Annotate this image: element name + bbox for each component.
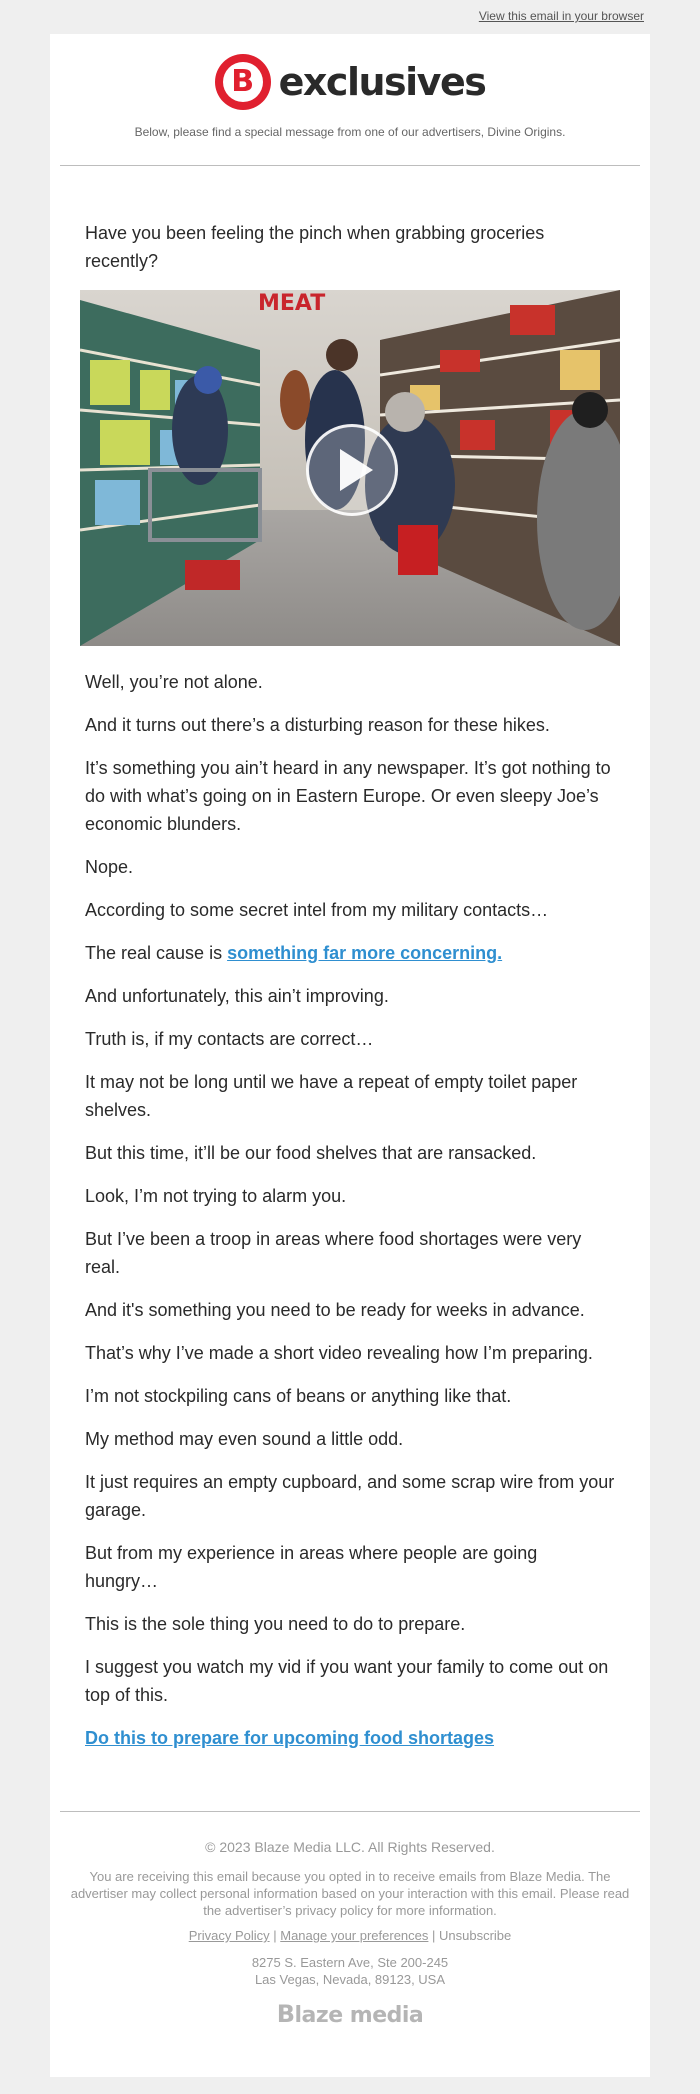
body-paragraph: Truth is, if my contacts are correct… xyxy=(85,1029,374,1049)
body-paragraph: Well, you’re not alone. xyxy=(85,672,263,692)
message-content xyxy=(85,219,615,1767)
real-cause-paragraph xyxy=(85,939,615,967)
cta-paragraph xyxy=(85,1724,615,1752)
body-paragraph: And it's something you need to be ready for weeks in advance. xyxy=(85,1300,585,1320)
play-icon xyxy=(340,449,373,491)
video-thumbnail[interactable] xyxy=(80,290,620,646)
body-paragraph: It may not be long until we have a repeat of empty toilet paper shelves. xyxy=(85,1072,578,1120)
body-paragraph: And it turns out there’s a disturbing reason for these hikes. xyxy=(85,715,550,735)
advertiser-intro: Below, please find a special message from one of our advertisers, Divine Origins. xyxy=(134,125,566,139)
unsubscribe-link[interactable]: Unsubscribe xyxy=(439,1928,512,1943)
footer-links xyxy=(50,1927,650,1944)
body-paragraph: According to some secret intel from my military contacts… xyxy=(85,900,549,920)
body-paragraph: My method may even sound a little odd. xyxy=(85,1429,404,1449)
body-paragraph: I suggest you watch my vid if you want your family to come out on top of this. xyxy=(85,1657,609,1705)
body-paragraph: But I’ve been a troop in areas where food shortages were very real. xyxy=(85,1229,582,1277)
blaze-media-logo[interactable] xyxy=(50,2000,650,2028)
body-paragraph: It just requires an empty cupboard, and some scrap wire from your garage. xyxy=(85,1472,615,1520)
manage-preferences-link[interactable]: Manage your preferences xyxy=(280,1928,429,1943)
body-paragraph: I’m not stockpiling cans of beans or anything like that. xyxy=(85,1386,512,1406)
footer-divider xyxy=(60,1811,640,1812)
opt-in-notice: You are receiving this email because you opted in to receive emails from Blaze Media. The advertiser may collect personal information based on your interaction with this email. Please read the advertiser’s privacy policy for more information. xyxy=(70,1869,630,1918)
link-separator: | xyxy=(269,1928,281,1943)
footer-logo-b: B xyxy=(276,2000,295,2028)
meat-sign: MEAT xyxy=(258,291,326,316)
play-button[interactable] xyxy=(306,424,398,516)
brand-logo[interactable] xyxy=(50,54,650,110)
body-paragraph: It’s something you ain’t heard in any newspaper. It’s got nothing to do with what’s going on in Eastern Europe. Or even sleepy Joe’s economic blunders. xyxy=(85,758,611,834)
body-paragraph: But this time, it’ll be our food shelves that are ransacked. xyxy=(85,1143,537,1163)
logo-glyph: B xyxy=(231,64,255,99)
footer xyxy=(50,1839,650,2028)
address-line-1: 8275 S. Eastern Ave, Ste 200-245 xyxy=(251,1955,449,1970)
blaze-logo-icon xyxy=(215,54,271,110)
body-paragraph: But from my experience in areas where people are going hungry… xyxy=(85,1543,538,1591)
body-paragraph: Nope. xyxy=(85,857,134,877)
brand-name: exclusives xyxy=(278,60,486,104)
footer-logo-text: laze media xyxy=(294,2003,424,2028)
lead-paragraph: Have you been feeling the pinch when grabbing groceries recently? xyxy=(85,223,545,271)
body-paragraph: And unfortunately, this ain’t improving. xyxy=(85,986,389,1006)
body-paragraph: That’s why I’ve made a short video revealing how I’m preparing. xyxy=(85,1343,593,1363)
body-paragraph: Look, I’m not trying to alarm you. xyxy=(85,1186,347,1206)
header-divider xyxy=(60,165,640,166)
real-cause-link[interactable]: something far more concerning. xyxy=(227,943,503,963)
email-card xyxy=(50,34,650,2077)
view-in-browser-link[interactable]: View this email in your browser xyxy=(478,9,644,23)
privacy-policy-link[interactable]: Privacy Policy xyxy=(188,1928,270,1943)
top-bar xyxy=(0,0,700,34)
postal-address xyxy=(50,1954,650,1988)
cta-link[interactable]: Do this to prepare for upcoming food shortages xyxy=(85,1728,495,1748)
address-line-2: Las Vegas, Nevada, 89123, USA xyxy=(254,1972,446,1987)
body-paragraph: This is the sole thing you need to do to prepare. xyxy=(85,1614,466,1634)
link-separator: | xyxy=(428,1928,440,1943)
real-cause-prefix: The real cause is xyxy=(85,943,228,963)
copyright: © 2023 Blaze Media LLC. All Rights Reserved. xyxy=(205,1839,495,1855)
